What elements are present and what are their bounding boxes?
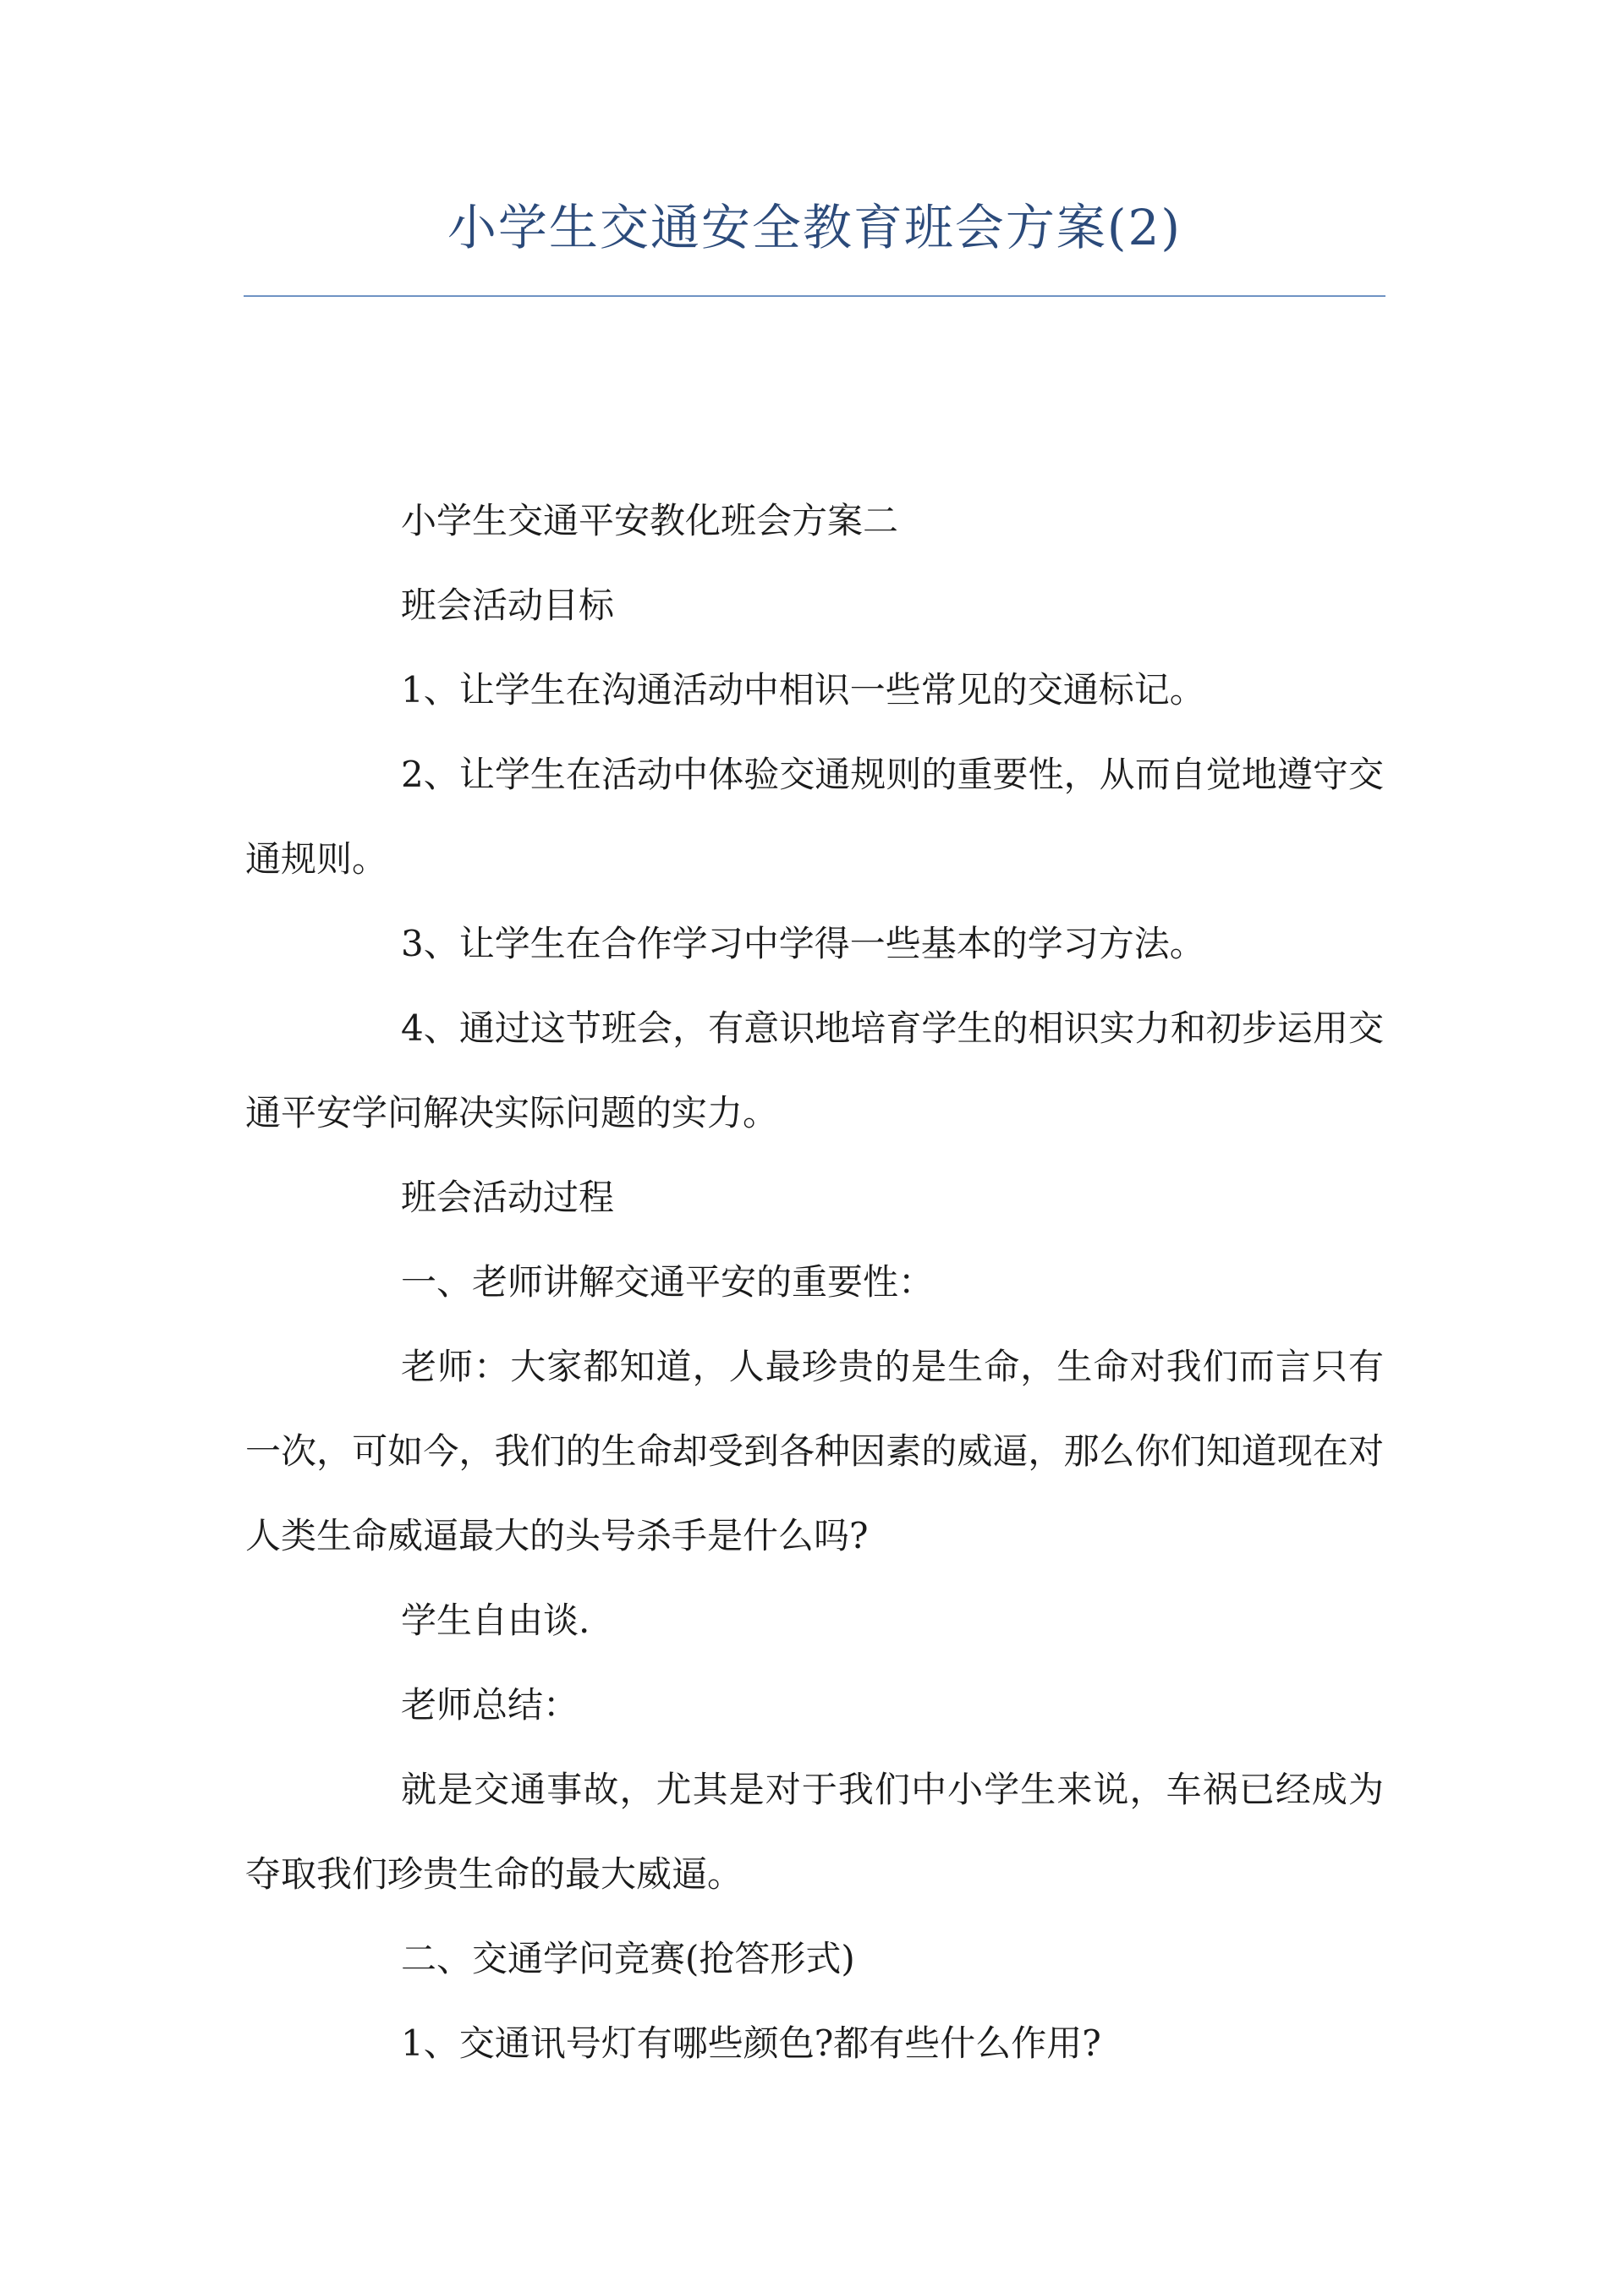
document-title: 小学生交通安全教育班会方案(2)	[447, 199, 1182, 256]
paragraph-teacher-summary-label: 老师总结：	[401, 1684, 579, 1726]
paragraph-student-discussion: 学生自由谈.	[401, 1600, 590, 1641]
paragraph-section-process: 班会活动过程	[401, 1177, 615, 1218]
paragraph-goal-3: 3、让学生在合作学习中学得一些基本的学习方法。	[401, 923, 1205, 964]
paragraph-goal-2: 2、让学生在活动中体验交通规则的重要性，从而自觉地遵守交通规则。	[245, 754, 1384, 880]
title-divider	[244, 295, 1385, 297]
paragraph-teacher-intro: 老师：大家都知道，人最珍贵的是生命，生命对我们而言只有一次，可如今，我们的生命却受到各种因素的威逼，那么你们知道现在对人类生命威逼最大的头号杀手是什么吗?	[245, 1346, 1384, 1556]
paragraph-section-goals: 班会活动目标	[401, 584, 615, 626]
paragraph-quiz-question-1: 1、交通讯号灯有哪些颜色?都有些什么作用?	[401, 2022, 1101, 2064]
document-body	[245, 479, 1384, 2086]
paragraph-goal-4: 4、通过这节班会，有意识地培育学生的相识实力和初步运用交通平安学问解决实际问题的实力。	[245, 1007, 1384, 1133]
paragraph-teacher-summary: 就是交通事故，尤其是对于我们中小学生来说，车祸已经成为夺取我们珍贵生命的最大威逼。	[245, 1769, 1384, 1895]
paragraph-step-2-heading: 二、交通学问竞赛(抢答形式)	[401, 1938, 855, 1979]
paragraph-goal-1: 1、让学生在沟通活动中相识一些常见的交通标记。	[401, 669, 1205, 711]
paragraph-plan-name: 小学生交通平安教化班会方案二	[401, 500, 899, 541]
paragraph-step-1-heading: 一、老师讲解交通平安的重要性：	[401, 1261, 935, 1303]
